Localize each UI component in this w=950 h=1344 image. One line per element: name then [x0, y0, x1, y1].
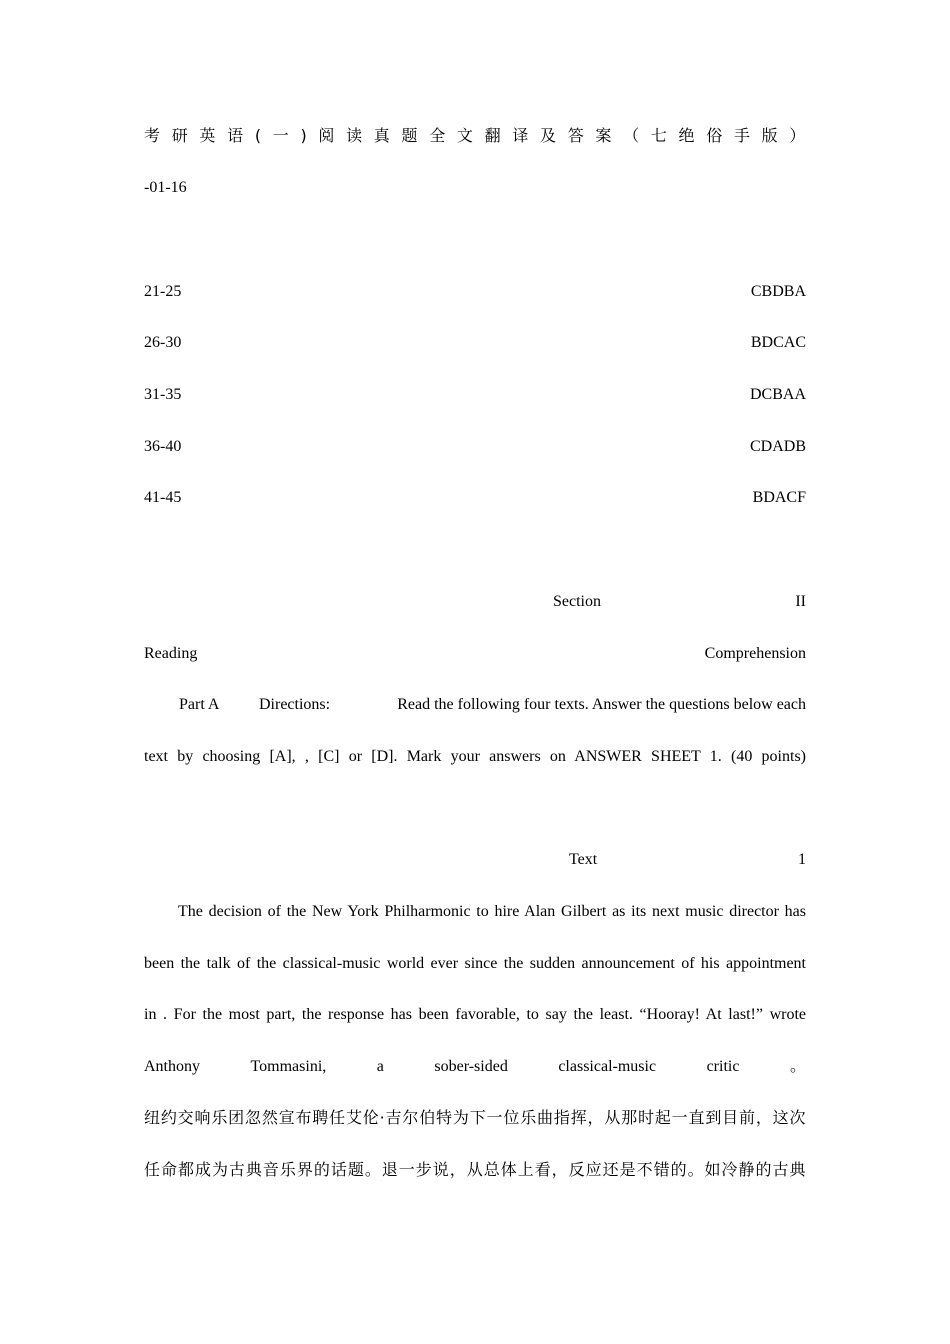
title-char: （ [623, 126, 640, 145]
title-char: 英 [199, 126, 216, 145]
directions-line-2: text by choosing [A], , [C] or [D]. Mark your answers on ANSWER SHEET 1. (40 points) [144, 748, 806, 765]
title-char: 阅 [318, 126, 335, 145]
paragraph-line-4 [144, 1055, 806, 1079]
question-range: 41-45 [144, 489, 182, 506]
title-char: ） [789, 126, 806, 145]
text-number: 1 [798, 851, 806, 868]
paragraph-line-1: The decision of the New York Philharmonic to hire Alan Gilbert as its next music director has [178, 903, 806, 920]
paragraph-line-3: in . For the most part, the response has been favorable, to say the least. “Hooray! At last!” wrote [144, 1006, 806, 1023]
title-char: 翻 [484, 126, 502, 145]
paragraph-word: 。 [789, 1058, 806, 1075]
title-char: 译 [512, 126, 529, 145]
answer-row [144, 383, 806, 407]
title-char: 手 [733, 126, 751, 145]
title-char: 题 [401, 126, 419, 145]
directions-label: Directions: [259, 696, 331, 713]
title-char: 全 [429, 126, 446, 145]
text-heading [144, 848, 806, 872]
paragraph-word: critic [706, 1058, 740, 1075]
title-char: 研 [171, 126, 189, 145]
title-char: 文 [456, 126, 474, 145]
answer-row [144, 486, 806, 510]
title-char: 绝 [678, 126, 696, 145]
comprehension-word: Comprehension [704, 645, 806, 662]
answer-letters: BDACF [752, 489, 806, 506]
title-char: 俗 [706, 126, 723, 145]
reading-word: Reading [144, 645, 198, 662]
title-char: 版 [761, 126, 779, 145]
answer-letters: CBDBA [750, 283, 806, 300]
paragraph-word: sober-sided [434, 1058, 508, 1075]
title-char: 语 [227, 126, 244, 145]
title-char: 考 [144, 126, 161, 145]
document-title [144, 124, 806, 148]
paragraph-word: classical-music [558, 1058, 657, 1075]
paragraph-line-2: been the talk of the classical-music world ever since the sudden announcement of his appointment [144, 955, 806, 972]
translation-line-2: 任命都成为古典音乐界的话题。退一步说，从总体上看，反应还是不错的。如冷静的古典 [144, 1160, 806, 1179]
document-date: -01-16 [144, 179, 187, 196]
paragraph-word: a [376, 1058, 384, 1075]
question-range: 36-40 [144, 438, 182, 455]
title-char: 真 [373, 126, 391, 145]
title-char: 读 [346, 126, 363, 145]
section-numeral: II [795, 593, 806, 610]
directions-line-1 [144, 693, 806, 717]
title-char: 一 [272, 126, 290, 145]
answer-row [144, 435, 806, 459]
title-char: ( [254, 126, 262, 145]
title-char: 答 [567, 126, 585, 145]
directions-text-1: Read the following four texts. Answer the questions below each [397, 696, 806, 713]
translation-line-1: 纽约交响乐团忽然宣布聘任艾伦·吉尔伯特为下一位乐曲指挥，从那时起一直到目前，这次 [144, 1108, 806, 1127]
answer-letters: BDCAC [750, 334, 806, 351]
paragraph-word: Anthony [144, 1058, 200, 1075]
title-char: 七 [650, 126, 668, 145]
paragraph-word: Tommasini, [250, 1058, 327, 1075]
answer-row [144, 280, 806, 304]
title-char: 及 [540, 126, 557, 145]
title-char: 案 [595, 126, 612, 145]
section-word: Section [553, 593, 601, 610]
answer-letters: DCBAA [749, 386, 806, 403]
answer-letters: CDADB [749, 438, 806, 455]
question-range: 21-25 [144, 283, 182, 300]
section-subheading [144, 642, 806, 666]
part-label: Part A [179, 696, 220, 713]
answer-row [144, 331, 806, 355]
question-range: 31-35 [144, 386, 182, 403]
section-heading [144, 590, 806, 614]
title-char: ) [300, 126, 308, 145]
text-word: Text [569, 851, 598, 868]
question-range: 26-30 [144, 334, 182, 351]
